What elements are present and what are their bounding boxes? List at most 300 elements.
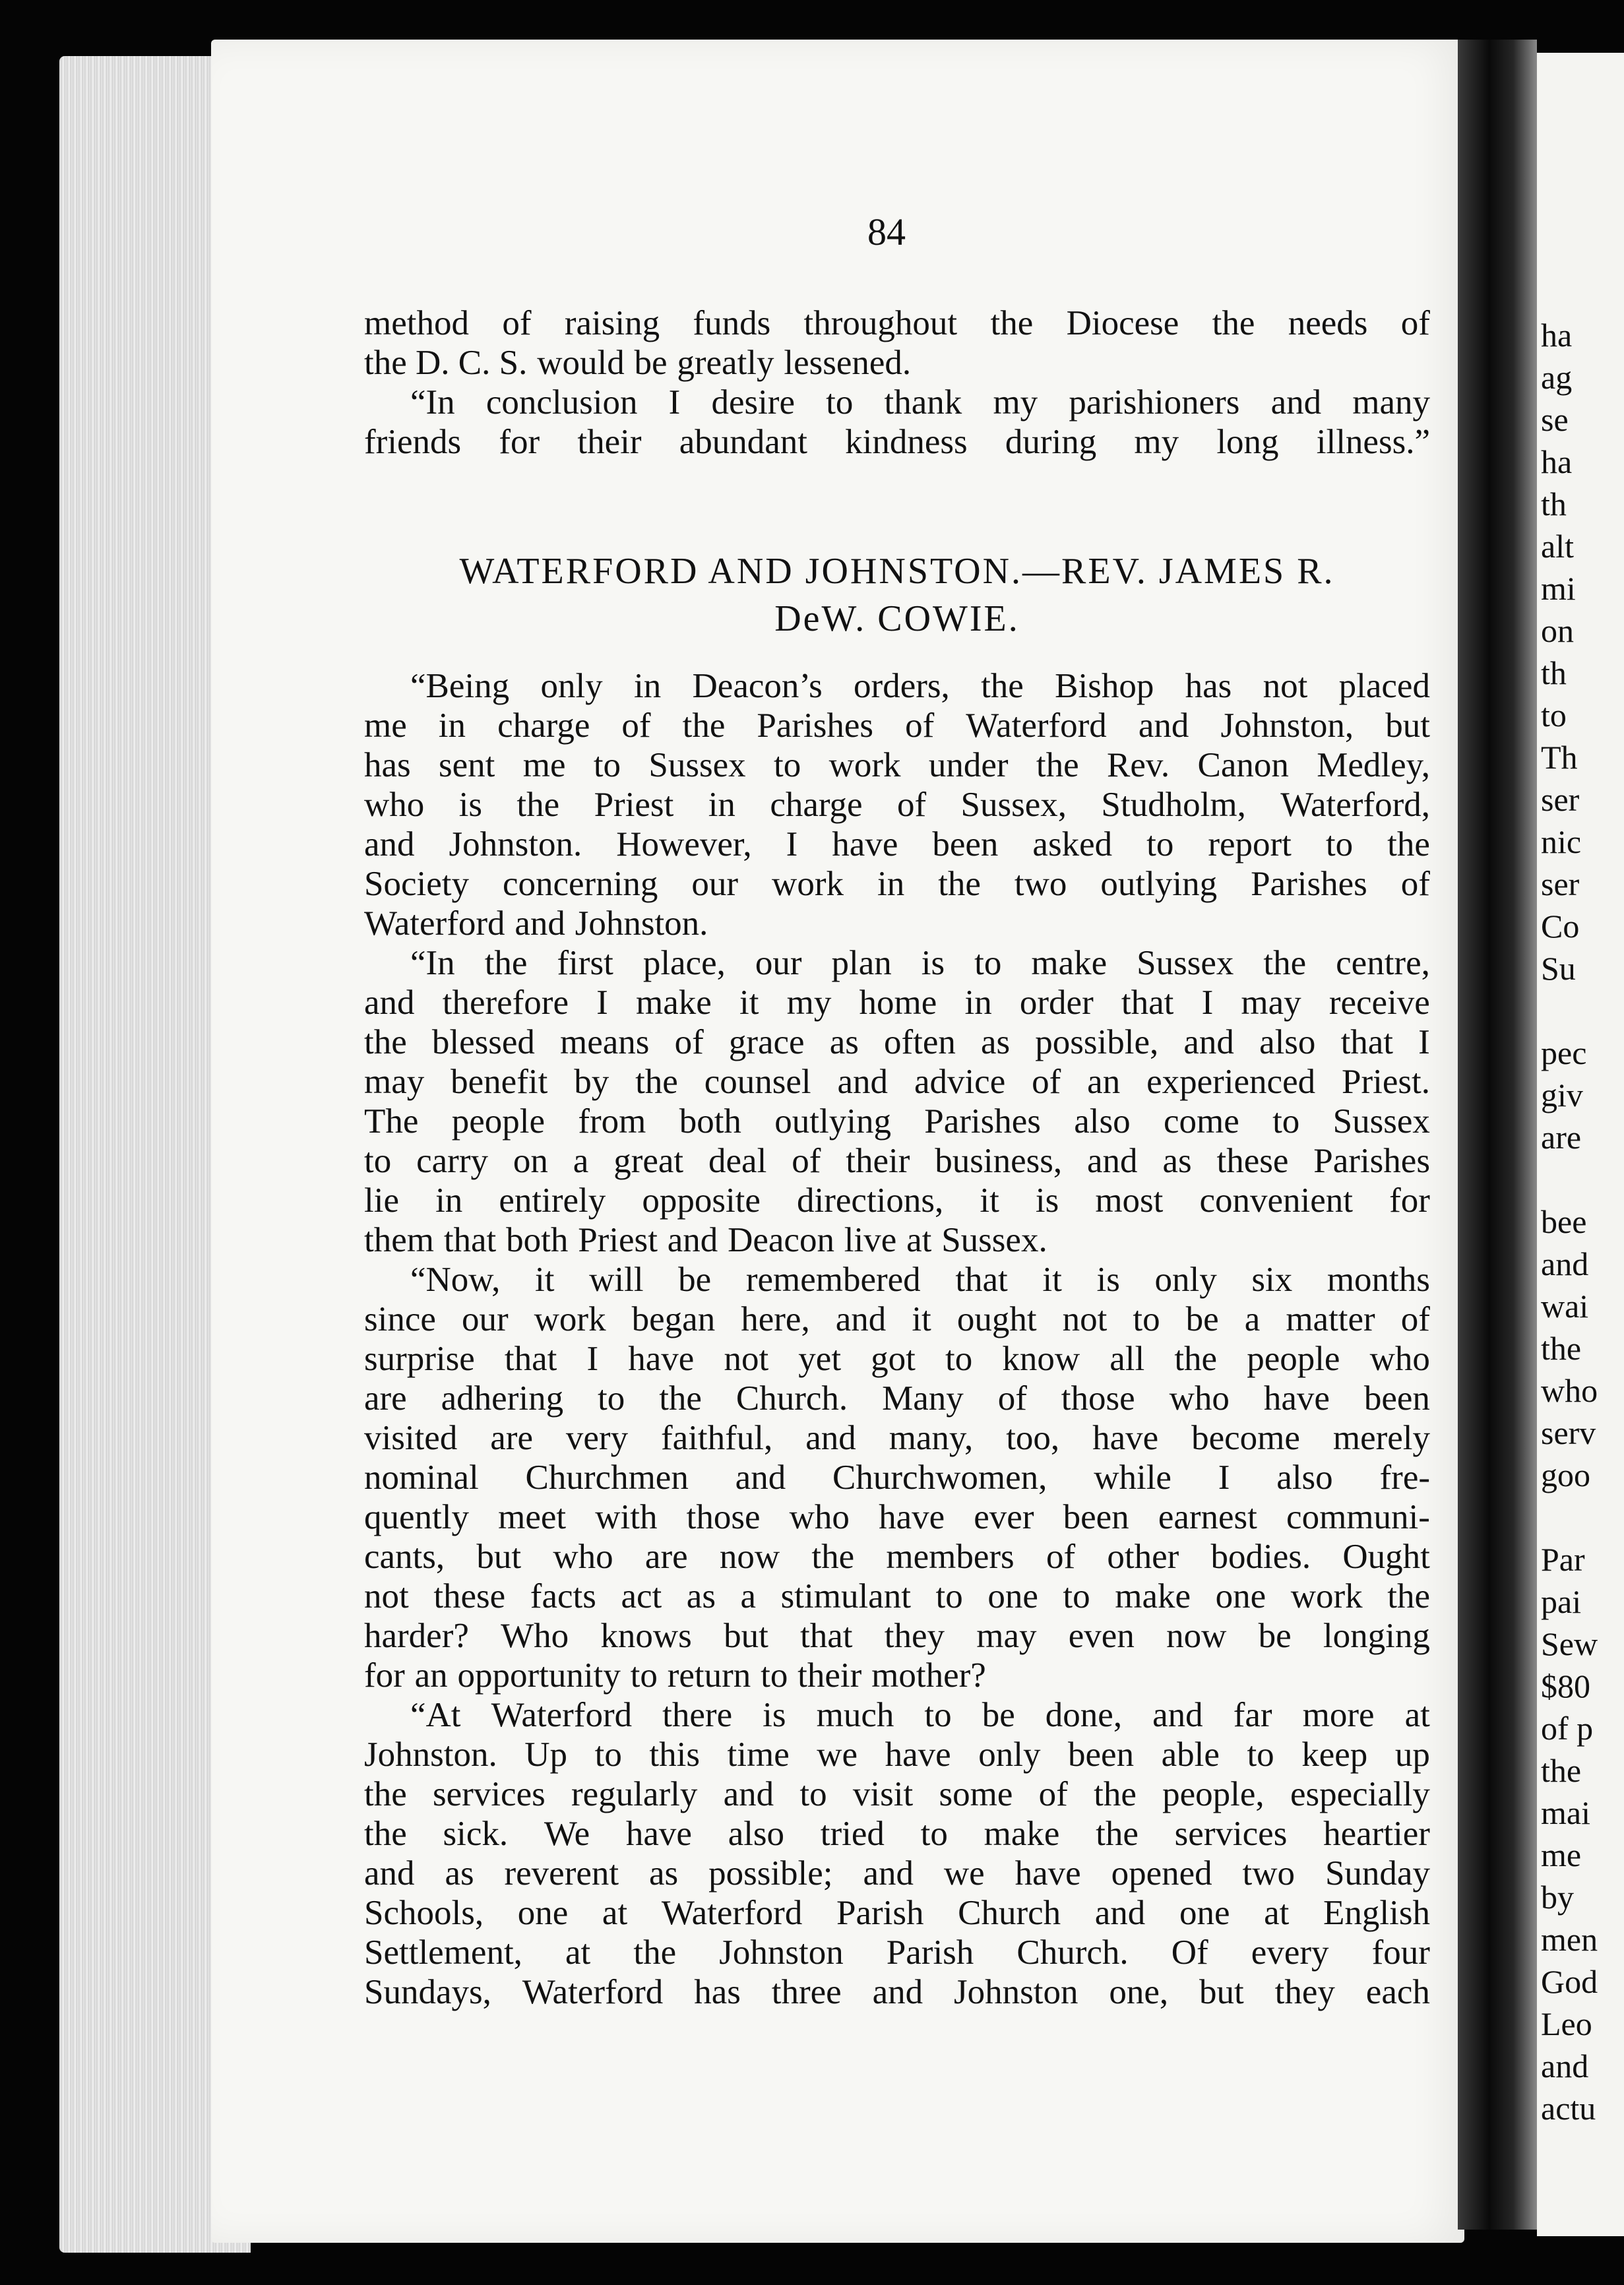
word: their — [846, 1142, 910, 1180]
word: the D. C. S. — [364, 344, 528, 382]
word: directions, — [797, 1181, 944, 1220]
word: carry — [416, 1142, 488, 1180]
word: four — [1371, 1933, 1430, 1972]
word: also — [1074, 1102, 1131, 1141]
text-line — [364, 1656, 1430, 1695]
word: they — [884, 1617, 945, 1655]
word: tried — [820, 1815, 885, 1853]
word: cants, — [364, 1538, 445, 1576]
word: it — [1042, 1261, 1062, 1299]
word: to — [761, 1656, 788, 1695]
text-line — [364, 1260, 1430, 1299]
word: Society — [364, 865, 469, 903]
word: often — [883, 1023, 956, 1061]
facing-page-text-fragment: Co — [1541, 908, 1580, 945]
word: work — [772, 865, 844, 903]
word: some — [939, 1775, 1013, 1813]
word: Waterford — [522, 1973, 664, 2011]
word: in — [633, 667, 662, 705]
word: the — [364, 1815, 407, 1853]
word: abundant — [679, 423, 807, 461]
word: also — [728, 1815, 785, 1853]
word: and — [863, 1854, 914, 1893]
word: Sussex — [1137, 944, 1234, 982]
text-line — [364, 943, 1430, 983]
word: ever — [974, 1498, 1034, 1536]
word: act — [621, 1577, 662, 1615]
word: kindness — [845, 423, 968, 461]
word: one — [1179, 1894, 1230, 1932]
word: on — [513, 1142, 548, 1180]
word: the — [1263, 944, 1307, 982]
word: receive — [1328, 984, 1430, 1022]
word: now — [719, 1538, 780, 1576]
word: However, — [616, 825, 752, 863]
text-line — [364, 1933, 1430, 1972]
word: time — [727, 1736, 790, 1774]
facing-page-text-fragment: goo — [1541, 1456, 1590, 1493]
word: able — [1161, 1736, 1220, 1774]
facing-page-text-fragment: pai — [1541, 1583, 1582, 1620]
word: to — [593, 746, 621, 784]
word: who — [1369, 1340, 1430, 1378]
word: been — [1068, 1736, 1135, 1774]
text-line — [364, 1616, 1430, 1656]
text-line — [364, 1893, 1430, 1933]
word: Waterford — [966, 706, 1107, 745]
word: Deacon’s — [692, 667, 823, 705]
word: not — [364, 1577, 409, 1615]
word: of — [1032, 1063, 1061, 1101]
word: become — [1191, 1419, 1300, 1457]
word: that — [1340, 1023, 1394, 1061]
word: Churchwomen, — [832, 1458, 1047, 1497]
word: raising — [564, 304, 660, 342]
word: advice — [914, 1063, 1006, 1101]
text-line — [364, 1774, 1430, 1814]
word: Up — [524, 1736, 568, 1774]
word: Studholm, — [1101, 786, 1246, 824]
word: who — [789, 1498, 850, 1536]
word: two — [1014, 865, 1067, 903]
facing-page-text-fragment: mi — [1541, 570, 1576, 607]
word: and — [667, 1221, 718, 1259]
word: Canon — [1197, 746, 1289, 784]
word: only — [540, 667, 603, 705]
word: needs — [1288, 304, 1368, 342]
word: matter — [1286, 1300, 1375, 1338]
word: and — [835, 1300, 887, 1338]
text-line — [364, 825, 1430, 864]
word: Parishes — [1313, 1142, 1430, 1180]
word: and — [364, 1854, 415, 1893]
word: have — [832, 825, 898, 863]
word: our — [755, 944, 802, 982]
word: illness.” — [1316, 423, 1430, 461]
word: they — [1274, 1973, 1335, 2011]
word: one, — [1109, 1973, 1169, 2011]
word: longing — [1323, 1617, 1430, 1655]
word: people, — [1162, 1775, 1265, 1813]
word: to — [364, 1142, 392, 1180]
text-line — [364, 1220, 1430, 1260]
word: to — [1247, 1736, 1274, 1774]
text-line — [364, 904, 1430, 943]
word: but — [476, 1538, 522, 1576]
word: Bishop — [1055, 667, 1154, 705]
word: my — [1134, 423, 1179, 461]
word: the — [1212, 304, 1255, 342]
word: Parishes — [1251, 865, 1367, 903]
text-line — [364, 422, 1430, 462]
word: my — [993, 383, 1038, 422]
word: got — [871, 1340, 916, 1378]
word: sent — [439, 746, 495, 784]
word: quently — [364, 1498, 469, 1536]
word: Ought — [1342, 1538, 1430, 1576]
word: return — [667, 1656, 751, 1695]
word: Parishes — [924, 1102, 1041, 1141]
word: to — [630, 1656, 658, 1695]
word: Waterford, — [1280, 786, 1430, 824]
facing-page-text-fragment: ag — [1541, 359, 1573, 396]
word: an — [414, 1656, 448, 1695]
word: means — [560, 1023, 650, 1061]
word: and — [872, 1973, 923, 2011]
word: also — [1259, 1023, 1316, 1061]
word: is — [1035, 1181, 1059, 1220]
word: not — [724, 1340, 769, 1378]
text-line — [364, 666, 1430, 706]
word: convenient — [1199, 1181, 1353, 1220]
word: Johnston — [953, 1973, 1078, 2011]
word: Sussex — [1332, 1102, 1430, 1141]
word: may — [364, 1063, 425, 1101]
word: blessed — [431, 1023, 535, 1061]
word: far — [1233, 1696, 1272, 1734]
word: I — [1218, 1458, 1230, 1497]
word: harder? — [364, 1617, 469, 1655]
word: one — [987, 1577, 1038, 1615]
word: me — [522, 746, 566, 784]
facing-page-text-fragment: se — [1541, 401, 1569, 438]
word: Sussex, — [960, 786, 1067, 824]
word: of — [502, 304, 532, 342]
facing-page-text-fragment: God — [1541, 1963, 1598, 2000]
word: has — [694, 1973, 741, 2011]
word: other — [1107, 1538, 1179, 1576]
facing-page-text-fragment: to — [1541, 697, 1567, 734]
word: I — [668, 383, 681, 422]
word: lessened. — [784, 344, 912, 382]
facing-page-text-fragment: ser — [1541, 865, 1580, 902]
word: make — [1031, 944, 1108, 982]
word: and — [1270, 383, 1322, 422]
word: stimulant — [780, 1577, 911, 1615]
facing-page-text-fragment: serv — [1541, 1414, 1596, 1451]
word: I — [1418, 1023, 1430, 1061]
word: it — [980, 1181, 999, 1220]
word: Priest — [578, 1221, 658, 1259]
facing-page-text-fragment: nic — [1541, 823, 1582, 860]
word: Parish — [836, 1894, 924, 1932]
word: and — [1094, 1894, 1146, 1932]
word: with — [595, 1498, 658, 1536]
word: keep — [1301, 1736, 1368, 1774]
word: come — [1163, 1102, 1239, 1141]
word: is — [763, 1696, 786, 1734]
word: at — [1404, 1696, 1430, 1734]
word: our — [461, 1300, 509, 1338]
word: The — [364, 1102, 419, 1141]
word: as — [649, 1854, 679, 1893]
word: of — [1400, 304, 1430, 342]
word: during — [1005, 423, 1097, 461]
facing-page-text-fragment: alt — [1541, 528, 1574, 565]
word: only — [978, 1736, 1041, 1774]
word: the — [484, 944, 528, 982]
facing-page-text-fragment: by — [1541, 1879, 1574, 1916]
text-line — [364, 1299, 1430, 1339]
word: but — [724, 1617, 768, 1655]
word: the — [635, 1063, 678, 1101]
word: the — [364, 1023, 407, 1061]
book-gutter — [1458, 40, 1537, 2230]
word: orders, — [854, 667, 950, 705]
word: of — [1400, 865, 1430, 903]
word: parishioners — [1069, 383, 1240, 422]
word: Sunday — [1325, 1854, 1430, 1893]
word: from — [578, 1102, 646, 1141]
word: and — [1087, 1142, 1138, 1180]
word: earnest — [1158, 1498, 1257, 1536]
word: since — [364, 1300, 436, 1338]
facing-page-text-fragment: men — [1541, 1921, 1598, 1958]
word: faithful, — [661, 1419, 773, 1457]
word: Parishes — [757, 706, 874, 745]
word: those — [686, 1498, 761, 1536]
word: their — [797, 1656, 862, 1695]
word: both — [679, 1102, 741, 1141]
word: have — [879, 1498, 945, 1536]
word: of — [1046, 1538, 1076, 1576]
facing-page-text-fragment: actu — [1541, 2090, 1596, 2127]
word: Diocese — [1066, 304, 1179, 342]
word: heartier — [1323, 1815, 1430, 1853]
facing-page-text-fragment: and — [1541, 2048, 1589, 2084]
report-body — [364, 666, 1430, 2012]
word: Johnston, — [1220, 706, 1354, 745]
word: be — [634, 344, 668, 382]
word: mother? — [871, 1656, 986, 1695]
facing-page-fragment — [1537, 53, 1624, 2236]
word: grace — [728, 1023, 805, 1061]
word: work — [1290, 1577, 1363, 1615]
word: up — [1394, 1736, 1430, 1774]
word: have — [1263, 1379, 1330, 1418]
word: “Now, — [410, 1261, 501, 1299]
word: asked — [1032, 825, 1113, 863]
word: members — [886, 1538, 1015, 1576]
facing-page-text-fragment: and — [1541, 1245, 1589, 1282]
word: for — [1389, 1181, 1430, 1220]
word: of — [997, 1379, 1027, 1418]
word: of — [621, 706, 651, 745]
word: me — [364, 706, 407, 745]
word: are — [490, 1419, 533, 1457]
facing-page-text-fragment: giv — [1541, 1077, 1583, 1113]
facing-page-text-fragment: ser — [1541, 781, 1580, 818]
word: there — [662, 1696, 733, 1734]
word: most — [1095, 1181, 1164, 1220]
facing-page-text-fragment: Th — [1541, 739, 1578, 776]
word: Medley, — [1317, 746, 1430, 784]
word: as — [1162, 1142, 1192, 1180]
word: Johnston. — [449, 825, 582, 863]
word: place, — [642, 944, 726, 982]
facing-page-text-fragment: th — [1541, 654, 1567, 691]
word: this — [649, 1736, 700, 1774]
word: be — [678, 1261, 712, 1299]
word: as — [686, 1577, 716, 1615]
word: in — [964, 984, 992, 1022]
word: Rev. — [1106, 746, 1170, 784]
word: “Being — [410, 667, 510, 705]
word: to — [799, 1775, 827, 1813]
word: Parish — [886, 1933, 974, 1972]
word: been — [1063, 1498, 1129, 1536]
word: to — [594, 1736, 622, 1774]
word: even — [1068, 1617, 1135, 1655]
word: both — [506, 1221, 569, 1259]
word: know — [1002, 1340, 1080, 1378]
word: counsel — [704, 1063, 811, 1101]
word: our — [691, 865, 739, 903]
word: an — [1087, 1063, 1121, 1101]
section-heading-line-2: DeW. COWIE. — [774, 598, 1020, 639]
facing-page-text-fragment: of p — [1541, 1710, 1594, 1747]
word: in — [708, 786, 735, 824]
word: make — [984, 1815, 1060, 1853]
word: now — [1166, 1617, 1227, 1655]
text-line — [364, 785, 1430, 825]
facing-page-text-fragment: mai — [1541, 1794, 1590, 1831]
word: Sundays, — [364, 1973, 491, 2011]
word: in — [435, 1181, 463, 1220]
word: Waterford — [364, 904, 505, 943]
word: entirely — [499, 1181, 606, 1220]
text-line — [364, 1497, 1430, 1537]
word: that — [955, 1261, 1008, 1299]
word: and — [735, 1458, 786, 1497]
word: of — [905, 706, 935, 745]
word: may — [976, 1617, 1037, 1655]
facing-page-text-fragment: the — [1541, 1330, 1582, 1367]
word: more — [1302, 1696, 1375, 1734]
word: every — [1251, 1933, 1329, 1972]
word: my — [786, 984, 832, 1022]
word: the — [1036, 746, 1079, 784]
word: opened — [1111, 1854, 1212, 1893]
word: knows — [600, 1617, 692, 1655]
word: communi- — [1286, 1498, 1430, 1536]
word: a — [573, 1142, 589, 1180]
word: people — [451, 1102, 546, 1141]
text-line — [364, 343, 1430, 383]
word: very — [565, 1419, 629, 1457]
word: that — [800, 1617, 853, 1655]
word: it — [912, 1300, 931, 1338]
word: in — [438, 706, 466, 745]
word: Of — [1171, 1933, 1208, 1972]
word: to — [598, 1379, 625, 1418]
facing-page-text-fragment: Sew — [1541, 1625, 1598, 1662]
word: the — [1094, 1775, 1137, 1813]
text-line — [364, 983, 1430, 1022]
word: Deacon — [728, 1221, 834, 1259]
word: sick. — [443, 1815, 509, 1853]
word: to — [1272, 1102, 1300, 1141]
word: and — [837, 1063, 889, 1101]
text-line — [364, 864, 1430, 904]
word: to — [1325, 825, 1354, 863]
text-line — [364, 1141, 1430, 1181]
word: to — [1063, 1577, 1090, 1615]
text-line — [364, 1062, 1430, 1102]
word: as — [981, 1023, 1011, 1061]
word: make — [1115, 1577, 1191, 1615]
facing-page-text-fragment: Su — [1541, 950, 1576, 987]
word: I — [596, 984, 608, 1022]
word: be — [1258, 1617, 1292, 1655]
word: funds — [693, 304, 771, 342]
word: the — [633, 1933, 677, 1972]
word: the — [938, 865, 981, 903]
word: is — [458, 786, 483, 824]
word: ought — [956, 1300, 1037, 1338]
word: would — [537, 344, 625, 382]
word: Many — [882, 1379, 964, 1418]
word: of — [792, 1142, 821, 1180]
word: Sussex — [648, 746, 746, 784]
word: and — [1152, 1696, 1203, 1734]
word: services — [1174, 1815, 1288, 1853]
word: method — [364, 304, 469, 342]
word: one — [1215, 1577, 1266, 1615]
word: and — [1183, 1023, 1234, 1061]
word: it — [739, 984, 759, 1022]
facing-page-text-fragment: Leo — [1541, 2005, 1592, 2042]
word: not — [1263, 667, 1308, 705]
word: Church. — [1016, 1933, 1129, 1972]
word: Schools, — [364, 1894, 484, 1932]
text-line — [364, 1972, 1430, 2012]
section-heading — [364, 548, 1430, 642]
word: only — [1154, 1261, 1217, 1299]
facing-page-text-fragment: wai — [1541, 1288, 1589, 1325]
word: of — [1038, 1775, 1068, 1813]
word: yet — [798, 1340, 842, 1378]
word: to — [1146, 825, 1174, 863]
facing-page-text-fragment: bee — [1541, 1203, 1587, 1240]
section-heading-line-1: WATERFORD AND JOHNSTON.—REV. JAMES R. — [459, 551, 1335, 592]
word: centre, — [1336, 944, 1430, 982]
text-line — [364, 1379, 1430, 1418]
word: one — [517, 1894, 569, 1932]
intro-paragraphs — [364, 303, 1430, 462]
word: to — [945, 1340, 973, 1378]
word: who — [1169, 1379, 1230, 1418]
